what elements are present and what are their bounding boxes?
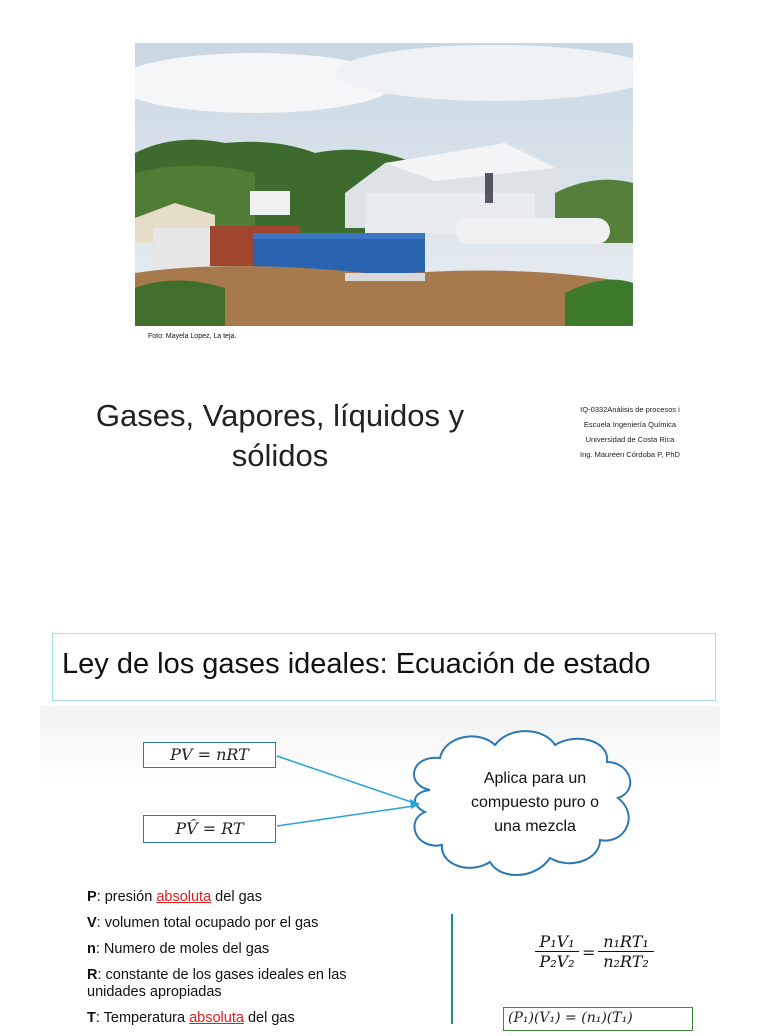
slide-title xyxy=(70,396,490,476)
cloud-line-1: Aplica para un xyxy=(483,770,587,787)
arrow-line-2 xyxy=(277,806,414,826)
definition-item: V: volumen total ocupado por el gas xyxy=(87,915,319,931)
definition-item: R: constante de los gases ideales en las unidades apropiadas xyxy=(87,967,347,1000)
diagram-connectors xyxy=(0,700,768,900)
ideal-gas-equation: PV = nRT xyxy=(143,742,276,768)
definition-item: P: presión absoluta del gas xyxy=(87,889,262,905)
arrow-line-1 xyxy=(277,756,414,803)
definition-item: T: Temperatura absoluta del gas xyxy=(87,1010,295,1026)
instructor-name: Ing. Maureen Córdoba P, PhD xyxy=(580,450,680,459)
vertical-divider xyxy=(451,914,453,1024)
cloud-line-3: una mezcla xyxy=(494,818,576,835)
boxed-ratio-equation: (P₁)(V₁) = (n₁)(T₁) xyxy=(503,1007,693,1031)
molar-volume-equation: PV̂ = RT xyxy=(143,815,276,843)
ratio-left-fraction: P₁V₁ P₂V₂ xyxy=(535,932,579,971)
facility-photo xyxy=(135,43,633,326)
cloud-line-2: compuesto puro o xyxy=(470,794,600,811)
ratio-right-fraction: n₁RT₁ n₂RT₂ xyxy=(598,932,654,971)
slide-title-line2: sólidos xyxy=(231,438,329,473)
cloud-note xyxy=(445,767,625,839)
school-name: Escuela Ingeniería Química xyxy=(583,420,677,429)
course-info xyxy=(560,402,700,462)
slide2-title: Ley de los gases ideales: Ecuación de estado xyxy=(62,648,651,680)
course-code: IQ-0332Análisis de procesos i xyxy=(580,405,680,414)
photo-caption: Foto: Mayela Lopez, La teja. xyxy=(148,333,237,340)
definition-item: n: Numero de moles del gas xyxy=(87,941,270,957)
university-name: Universidad de Costa Rica xyxy=(585,435,675,444)
slide-title-line1: Gases, Vapores, líquidos y xyxy=(95,398,465,433)
ratio-equals-sign: = xyxy=(582,943,596,962)
variable-definitions xyxy=(87,889,407,1036)
